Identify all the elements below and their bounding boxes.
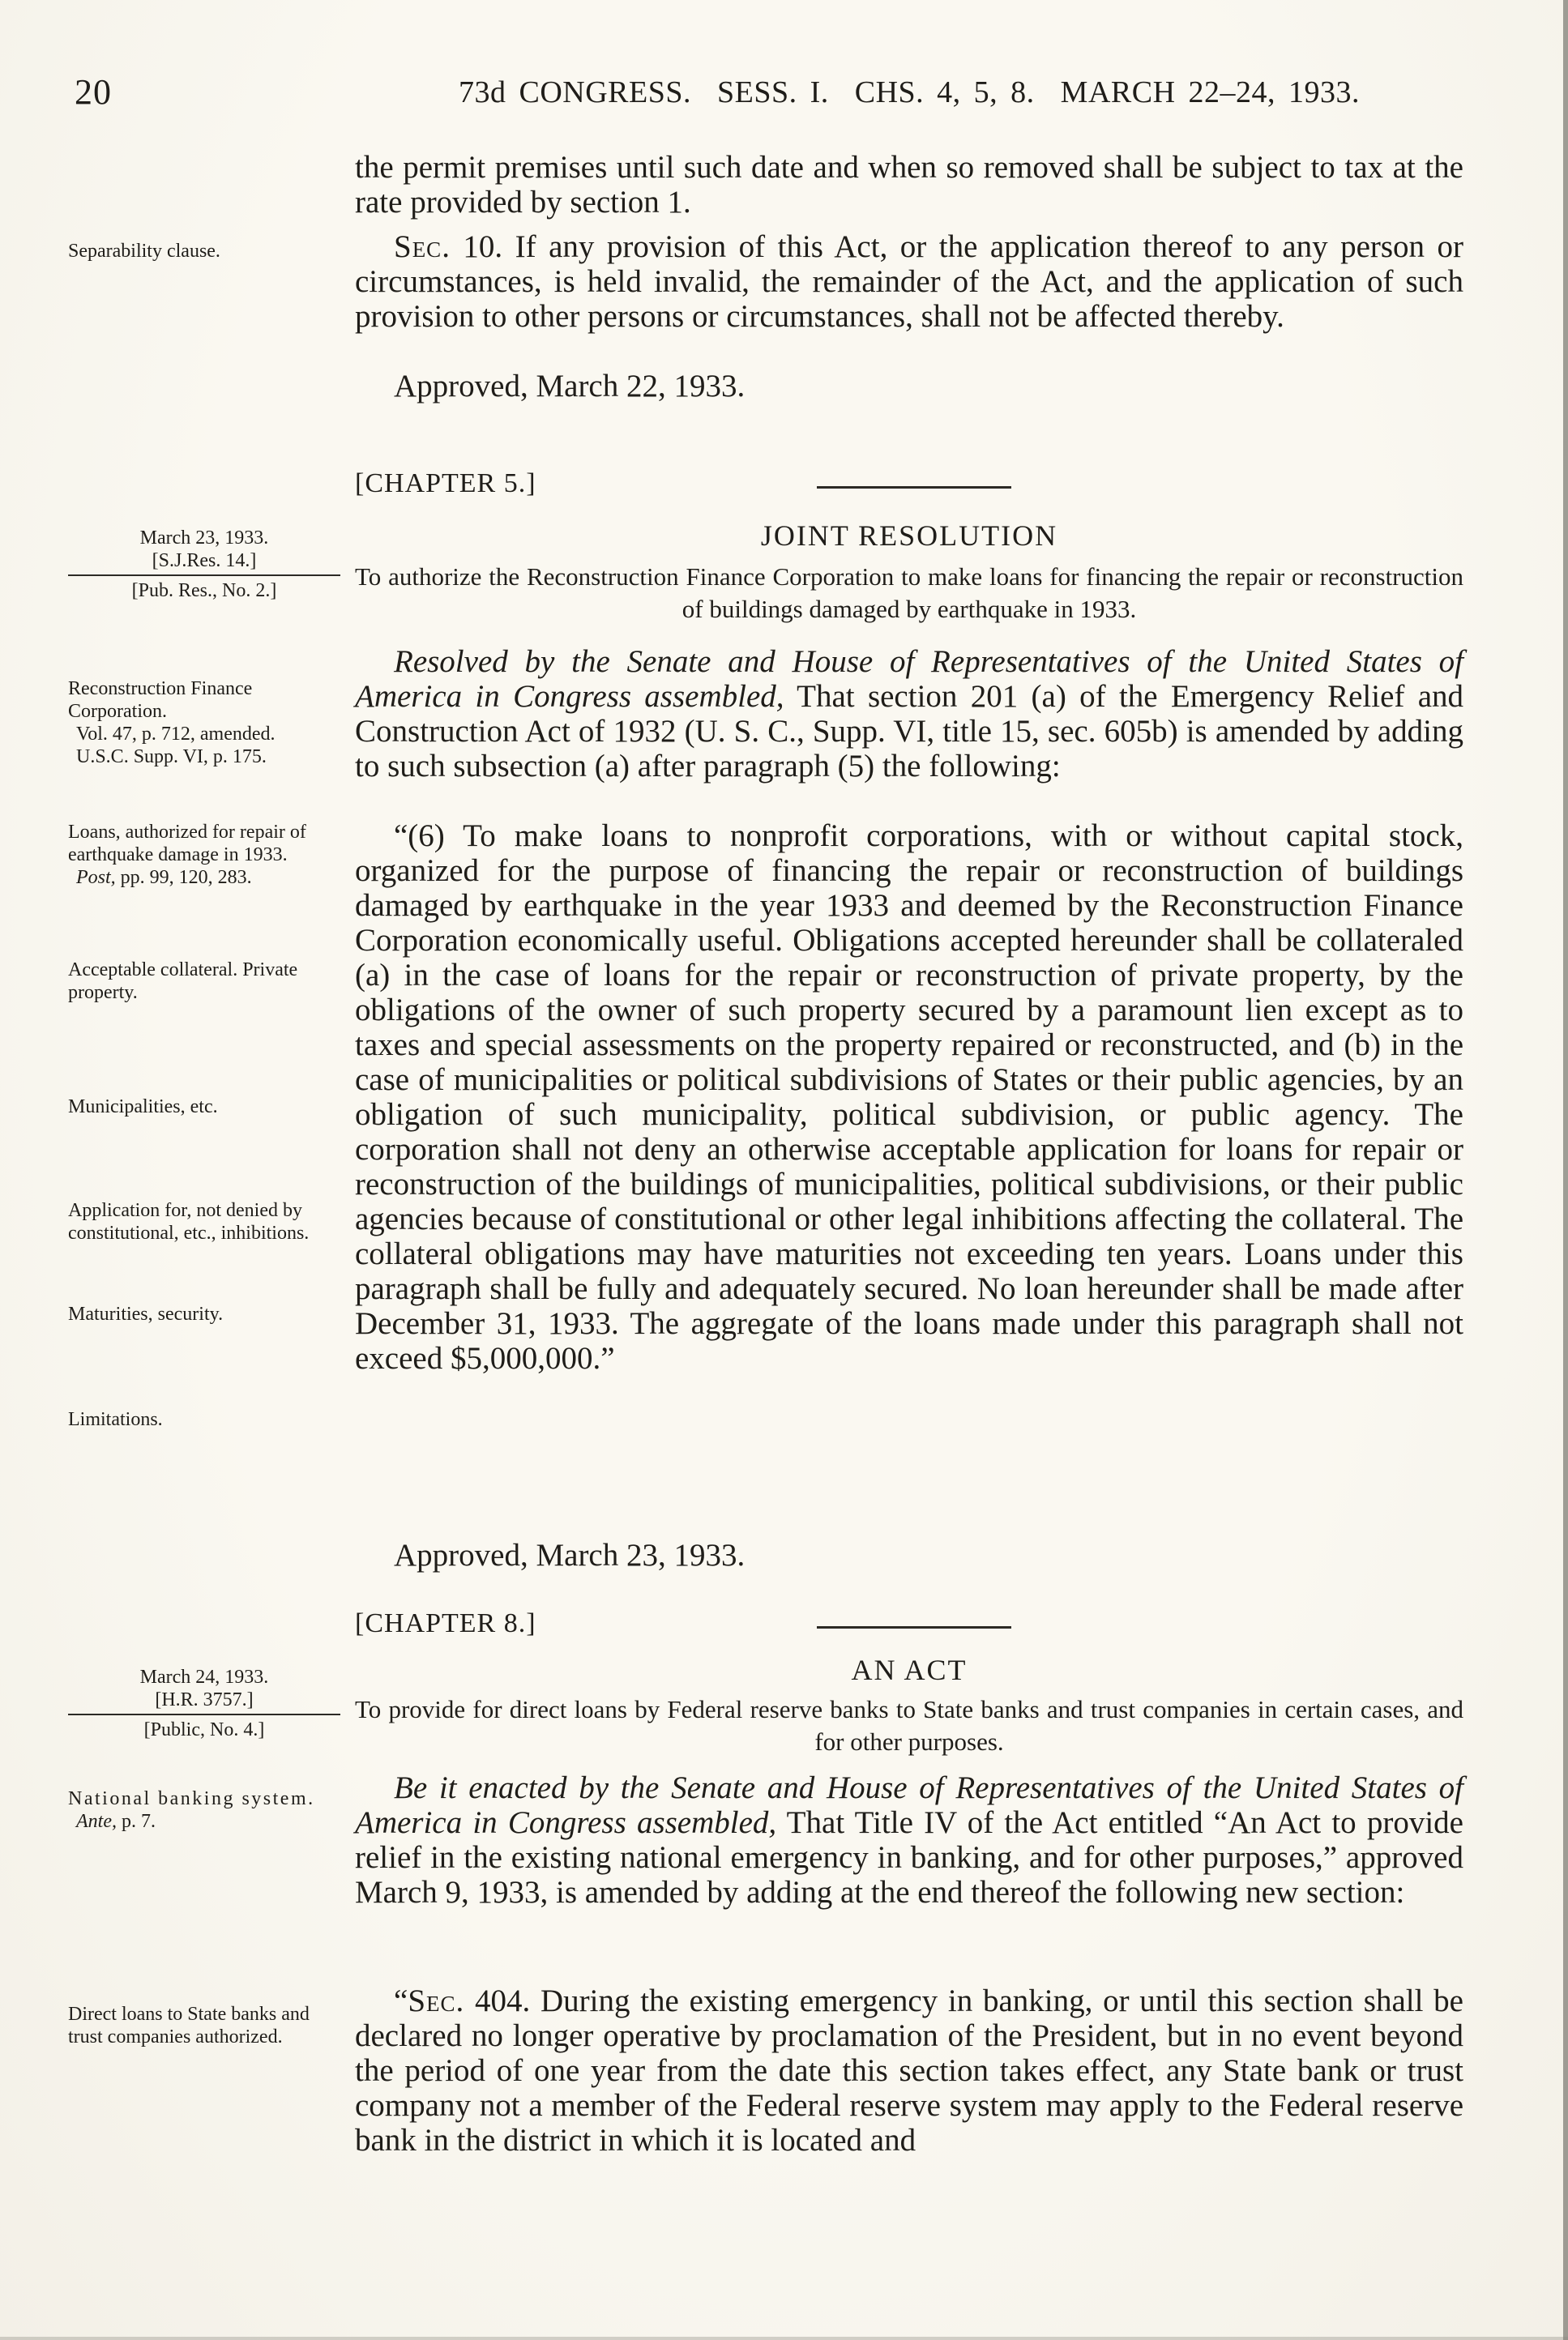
sidenote-vol: Vol. 47, p. 712, amended. bbox=[76, 724, 276, 745]
an-act-heading: AN ACT bbox=[851, 1654, 968, 1686]
sec-10-text: 10. If any provision of this Act, or the application thereof to any person or circumstances, is held invalid, the remainder of the Act, and the application of such provision to other persons or circumstances, shall not be affected thereby. bbox=[355, 229, 1463, 334]
resolved-paragraph bbox=[355, 644, 1463, 784]
ante-reference: Ante, bbox=[76, 1811, 117, 1832]
chapter-8-row bbox=[355, 1608, 1463, 1646]
citation-divider bbox=[68, 574, 340, 576]
page-number: 20 bbox=[75, 72, 112, 112]
sidenote-ch8-law-number: [Public, No. 4.] bbox=[143, 1719, 265, 1740]
sidenote-separability-clause: Separability clause. bbox=[68, 241, 220, 262]
sidenote-municipalities: Municipalities, etc. bbox=[68, 1096, 218, 1117]
post-reference: Post, bbox=[76, 867, 116, 888]
sidenote-application: Application for, not denied by constitutional, etc., inhibitions. bbox=[68, 1200, 310, 1244]
sidenote-ch8-bill: [H.R. 3757.] bbox=[155, 1689, 254, 1710]
chapter-5-title: To authorize the Reconstruction Finance Corporation to make loans for financing the repair or reconstruction of buildings damaged by earthquake in 1933. bbox=[355, 562, 1463, 623]
sidenote-banking: National banking system. bbox=[68, 1788, 315, 1809]
sidenote-ch5-date: March 23, 1933. bbox=[139, 527, 269, 549]
chapter-5-row bbox=[355, 468, 1463, 506]
sidenote-rfc: Reconstruction Finance Corporation. bbox=[68, 678, 253, 722]
sec-404-text: 404. During the existing emergency in banking, or until this section shall be declared no longer operative by proclamation of the President, but in no event beyond the period of one year from the date this section takes effect, any State bank or trust company not a member of the Federal reserve system may apply to the Federal reserve bank in the district in which it is located and bbox=[355, 1983, 1463, 2158]
sidenote-loans: Loans, authorized for repair of earthquake damage in 1933. bbox=[68, 822, 306, 865]
resolved-continuation: That section 201 (a) of the Emergency Relief and Construction Act of 1932 (U. S. C., Supp. VI, title 15, sec. 605b) is amended by adding to such subsection (a) after paragraph (5) the following: bbox=[355, 679, 1464, 784]
sidenote-usc: U.S.C. Supp. VI, p. 175. bbox=[76, 746, 267, 767]
enacting-paragraph bbox=[355, 1770, 1463, 1910]
chapter-8-label: [CHAPTER 8.] bbox=[355, 1608, 536, 1638]
ante-page: p. 7. bbox=[116, 1811, 156, 1832]
post-pages: pp. 99, 120, 283. bbox=[115, 867, 252, 888]
scan-edge-shadow bbox=[1563, 0, 1568, 2340]
sidenote-rfc-group bbox=[68, 677, 340, 768]
enacting-continuation: That Title IV of the Act entitled “An Act to provide relief in the existing national emergency in banking, and for other purposes,” approved March 9, 1933, is amended by adding at the end thereof the following new section: bbox=[355, 1805, 1463, 1910]
sidenote-loans-group bbox=[68, 821, 340, 889]
chapter-5-label: [CHAPTER 5.] bbox=[355, 468, 536, 498]
continuation-paragraph: the permit premises until such date and when so removed shall be subject to tax at the rate provided by section 1. bbox=[355, 150, 1463, 220]
chapter-8-rule bbox=[817, 1626, 1011, 1629]
joint-resolution-heading: JOINT RESOLUTION bbox=[760, 519, 1058, 552]
sidenote-ante-citation bbox=[68, 1810, 340, 1833]
paragraph-6: “(6) To make loans to nonprofit corporations, with or without capital stock, organized for the purpose of financing the repair or reconstruction of buildings damaged by earthquake in the year 1933 and deemed by the Reconstruction Finance Corporation economically useful. Obligations accepted hereunder shall be collateraled (a) in the case of loans for the repair or reconstruction of private property, by the obligations of the owner of such property secured by a paramount lien except as to taxes and special assessments on the property repaired or reconstructed, and (b) in the case of municipalities or political subdivisions of States or their public agencies, by an obligation of such municipality, political subdivision, or public agency. The corporation shall not deny an otherwise acceptable application for loans for repair or reconstruction of the buildings of municipalities, political subdivisions, or their public agencies because of constitutional or other legal inhibitions affecting the collateral. The collateral obligations may have maturities not exceeding ten years. Loans under this paragraph shall be fully and adequately secured. No loan hereunder shall be made after December 31, 1933. The aggregate of the loans made under this paragraph shall not exceed $5,000,000.” bbox=[355, 818, 1463, 1376]
sec-10-paragraph bbox=[355, 229, 1463, 334]
sec-404-paragraph bbox=[355, 1983, 1463, 2158]
enacting-clause: Be it enacted by the Senate and House of Representatives of the United States of America in Congress assembled, bbox=[355, 1770, 1463, 1840]
sidenote-collateral: Acceptable collateral. Private property. bbox=[68, 959, 298, 1003]
chapter-5-rule bbox=[817, 486, 1011, 489]
sidenote-ch5-law-number: [Pub. Res., No. 2.] bbox=[131, 580, 277, 601]
running-head: 73d CONGRESS. SESS. I. CHS. 4, 5, 8. MARCH 22–24, 1933. bbox=[458, 75, 1361, 109]
resolving-clause: Resolved by the Senate and House of Representatives of the United States of America in Congress assembled, bbox=[355, 644, 1463, 714]
sidenote-maturities: Maturities, security. bbox=[68, 1304, 224, 1325]
text-column bbox=[355, 0, 1463, 2340]
sidenote-ch8-date: March 24, 1933. bbox=[139, 1667, 269, 1688]
sidenote-limitations: Limitations. bbox=[68, 1409, 163, 1430]
chapter-8-title: To provide for direct loans by Federal reserve banks to State banks and trust companies in certain cases, and for other purposes. bbox=[355, 1695, 1463, 1756]
sidenote-banking-group bbox=[68, 1787, 340, 1833]
sec-10-label: Sec. bbox=[394, 229, 451, 264]
sidenote-ch8-citation bbox=[68, 1666, 340, 1741]
approved-line-ch4: Approved, March 22, 1933. bbox=[394, 369, 746, 404]
approved-line-ch5: Approved, March 23, 1933. bbox=[394, 1538, 746, 1573]
sidenote-ch5-citation bbox=[68, 527, 340, 602]
sec-404-open-quote: “ bbox=[394, 1983, 408, 2018]
sidenote-direct-loans: Direct loans to State banks and trust companies authorized. bbox=[68, 2004, 310, 2048]
sidenote-post-citation bbox=[68, 866, 340, 889]
sidenote-ch5-bill: [S.J.Res. 14.] bbox=[152, 550, 257, 571]
citation-divider bbox=[68, 1714, 340, 1715]
sec-404-label: Sec. bbox=[408, 1983, 465, 2018]
